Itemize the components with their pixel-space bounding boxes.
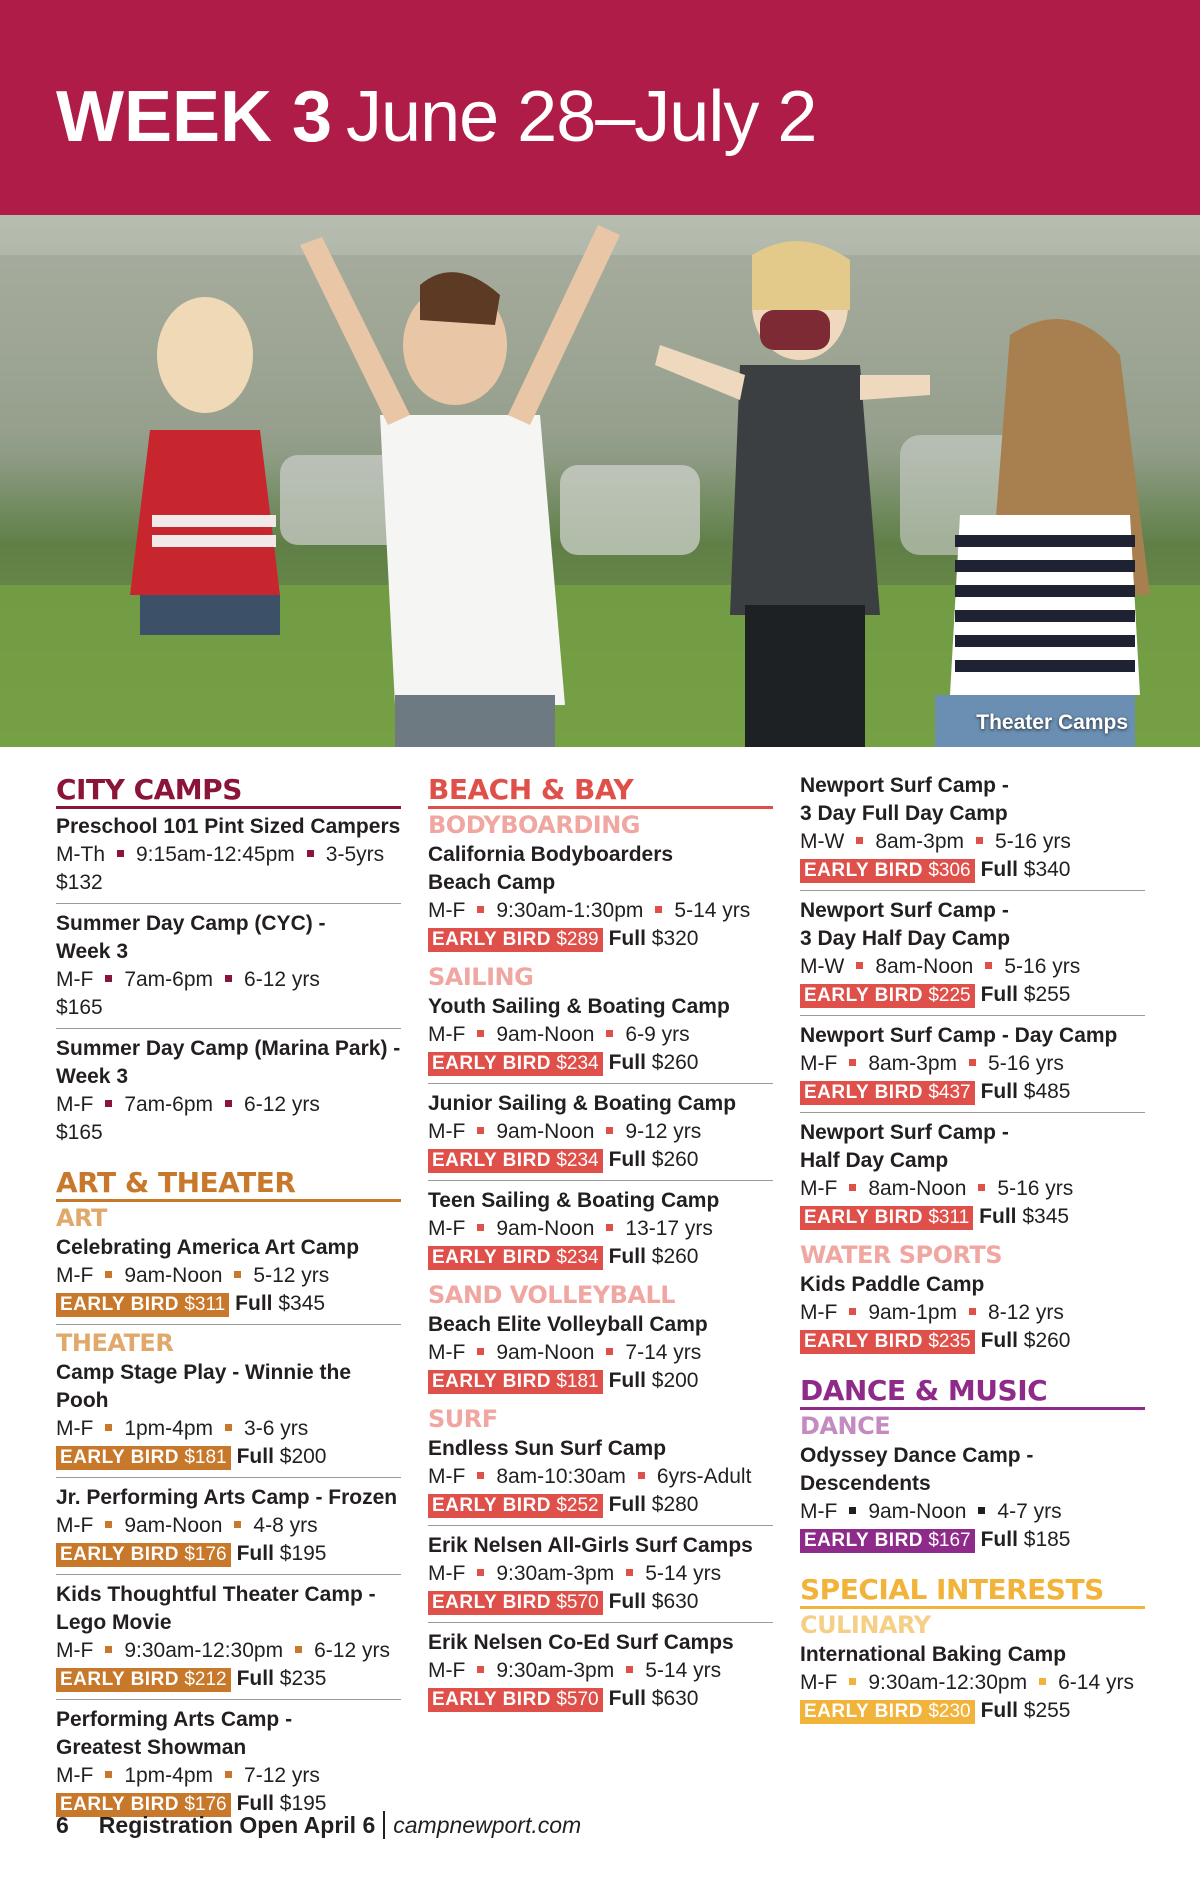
camp-schedule <box>800 1299 1145 1327</box>
bullet-icon <box>978 1507 985 1514</box>
page-title <box>56 72 816 162</box>
column-3 <box>800 770 1145 1735</box>
bullet-icon <box>606 1224 613 1231</box>
camp-listing <box>428 1433 773 1526</box>
bullet-icon <box>638 1472 645 1479</box>
camp-pricing <box>56 1443 401 1471</box>
camp-name: Preschool 101 Pint Sized Campers <box>56 815 401 838</box>
camp-listing <box>800 1020 1145 1113</box>
bullet-icon <box>626 1666 633 1673</box>
camp-ages: 5-12 yrs <box>253 1264 330 1287</box>
bullet-icon <box>477 1348 484 1355</box>
camp-days: M-F <box>428 1217 466 1240</box>
camp-ages: 4-8 yrs <box>253 1514 318 1537</box>
bullet-icon <box>225 1424 232 1431</box>
full-price: Full $260 <box>980 1329 1071 1352</box>
camp-listing <box>800 1639 1145 1731</box>
bullet-icon <box>976 837 983 844</box>
bullet-icon <box>225 1771 232 1778</box>
camp-name-line2: Beach Camp <box>428 871 556 894</box>
camp-ages: 7-14 yrs <box>625 1341 702 1364</box>
subsection-title-surf: SURF <box>428 1405 498 1433</box>
bullet-icon <box>477 1127 484 1134</box>
camp-days: M-F <box>800 1500 838 1523</box>
early-bird-badge: EARLY BIRD $176 <box>56 1543 231 1567</box>
camp-schedule <box>428 1215 773 1243</box>
camp-ages: 9-12 yrs <box>625 1120 702 1143</box>
camp-schedule <box>800 828 1145 856</box>
camp-name: Odyssey Dance Camp - <box>800 1444 1034 1467</box>
week-label: WEEK 3 <box>56 77 333 157</box>
subsection-title-sailing: SAILING <box>428 963 534 991</box>
camp-days: M-F <box>428 1659 466 1682</box>
camp-name: Kids Paddle Camp <box>800 1273 985 1296</box>
camp-name: Youth Sailing & Boating Camp <box>428 995 730 1018</box>
section-title-art-theater: ART & THEATER <box>56 1167 401 1202</box>
bullet-icon <box>477 1224 484 1231</box>
page-footer <box>56 1810 581 1840</box>
camp-time: 9:30am-3pm <box>496 1562 615 1585</box>
camp-schedule <box>428 1560 773 1588</box>
camp-time: 9:30am-3pm <box>496 1659 615 1682</box>
camp-pricing <box>56 1540 401 1568</box>
camp-ages: 4-7 yrs <box>997 1500 1062 1523</box>
full-price: Full $235 <box>236 1667 327 1690</box>
full-price: Full $255 <box>980 1699 1071 1722</box>
camp-name-line2: Pooh <box>56 1389 109 1412</box>
bullet-icon <box>117 850 124 857</box>
camp-schedule <box>428 1339 773 1367</box>
camp-name: Teen Sailing & Boating Camp <box>428 1189 720 1212</box>
full-price: Full $485 <box>980 1080 1071 1103</box>
camp-days: M-F <box>56 1093 94 1116</box>
bullet-icon <box>225 975 232 982</box>
bullet-icon <box>477 1569 484 1576</box>
camp-time: 9am-1pm <box>868 1301 958 1324</box>
camp-days: M-W <box>800 830 845 853</box>
bullet-icon <box>655 906 662 913</box>
camp-name: Erik Nelsen All-Girls Surf Camps <box>428 1534 753 1557</box>
full-price: Full $340 <box>980 858 1071 881</box>
page-header <box>0 0 1200 215</box>
camp-ages: 5-16 yrs <box>1004 955 1081 978</box>
bullet-icon <box>856 837 863 844</box>
camp-name: Endless Sun Surf Camp <box>428 1437 667 1460</box>
week-dates: June 28–July 2 <box>346 77 817 157</box>
camp-time: 1pm-4pm <box>124 1417 214 1440</box>
bullet-icon <box>849 1678 856 1685</box>
camp-name-line2: Lego Movie <box>56 1611 172 1634</box>
camp-days: M-W <box>800 955 845 978</box>
camp-time: 8am-3pm <box>868 1052 958 1075</box>
camp-name-line2: 3 Day Full Day Camp <box>800 802 1008 825</box>
bullet-icon <box>849 1184 856 1191</box>
bullet-icon <box>225 1100 232 1107</box>
camp-name-line2: Half Day Camp <box>800 1149 949 1172</box>
camp-schedule <box>428 1463 773 1491</box>
camp-listing <box>56 1482 401 1575</box>
camp-schedule <box>428 1657 773 1685</box>
camp-schedule <box>800 1175 1145 1203</box>
early-bird-badge: EARLY BIRD $570 <box>428 1591 603 1615</box>
bullet-icon <box>606 1127 613 1134</box>
camp-pricing <box>800 981 1145 1009</box>
bullet-icon <box>105 1271 112 1278</box>
camp-ages: 3-5yrs <box>325 843 385 866</box>
early-bird-badge: EARLY BIRD $167 <box>800 1529 975 1553</box>
subsection-title-water-sports: WATER SPORTS <box>800 1241 1003 1269</box>
camp-listing <box>800 1440 1145 1560</box>
camp-schedule <box>56 1762 401 1790</box>
full-price: Full $320 <box>608 927 699 950</box>
full-price: Full $345 <box>235 1292 326 1315</box>
early-bird-badge: EARLY BIRD $230 <box>800 1700 975 1724</box>
camp-schedule <box>56 1415 401 1443</box>
camp-listing <box>428 1627 773 1719</box>
bullet-icon <box>1039 1678 1046 1685</box>
section-title-special-interests: SPECIAL INTERESTS <box>800 1574 1145 1609</box>
early-bird-badge: EARLY BIRD $252 <box>428 1494 603 1518</box>
early-bird-badge: EARLY BIRD $311 <box>56 1293 229 1317</box>
camp-pricing <box>428 925 773 953</box>
camp-pricing <box>56 1665 401 1693</box>
camp-name: Newport Surf Camp - <box>800 1121 1009 1144</box>
camp-ages: 6-12 yrs <box>244 968 320 991</box>
bullet-icon <box>477 906 484 913</box>
footer-divider <box>383 1811 385 1839</box>
camp-name: Kids Thoughtful Theater Camp - <box>56 1583 376 1606</box>
camp-name: International Baking Camp <box>800 1643 1067 1666</box>
camp-ages: 5-14 yrs <box>674 899 751 922</box>
camp-listing <box>800 1269 1145 1361</box>
camp-pricing <box>428 1243 773 1271</box>
early-bird-badge: EARLY BIRD $235 <box>800 1330 975 1354</box>
bullet-icon <box>477 1666 484 1673</box>
bullet-icon <box>477 1030 484 1037</box>
subsection-title-sand-volleyball: SAND VOLLEYBALL <box>428 1281 676 1309</box>
bullet-icon <box>969 1308 976 1315</box>
full-price: Full $260 <box>608 1051 699 1074</box>
full-price: Full $185 <box>980 1528 1071 1551</box>
camp-listing <box>56 1033 401 1153</box>
camp-listing <box>800 1117 1145 1237</box>
bullet-icon <box>978 1184 985 1191</box>
camp-listing <box>56 811 401 904</box>
camp-time: 9:15am-12:45pm <box>136 843 295 866</box>
bullet-icon <box>234 1521 241 1528</box>
camp-name: Summer Day Camp (Marina Park) - <box>56 1037 401 1060</box>
full-price: Full $630 <box>608 1687 699 1710</box>
camp-schedule <box>428 1021 773 1049</box>
camp-price: $165 <box>56 1121 103 1144</box>
hero-photo-illustration <box>0 215 1200 747</box>
camp-ages: 5-14 yrs <box>645 1562 722 1585</box>
camp-days: M-F <box>428 1341 466 1364</box>
camp-price: $165 <box>56 996 103 1019</box>
camp-time: 9:30am-12:30pm <box>868 1671 1028 1694</box>
camp-time: 1pm-4pm <box>124 1764 214 1787</box>
bullet-icon <box>105 975 112 982</box>
bullet-icon <box>105 1771 112 1778</box>
camp-listing <box>428 1088 773 1181</box>
camp-schedule <box>800 953 1145 981</box>
camp-listing <box>56 908 401 1029</box>
camp-name: Jr. Performing Arts Camp - Frozen <box>56 1486 398 1509</box>
camp-schedule <box>56 841 401 869</box>
bullet-icon <box>849 1059 856 1066</box>
camp-schedule <box>56 966 401 994</box>
camp-name-line2: Week 3 <box>56 940 128 963</box>
camp-listing <box>800 895 1145 1016</box>
camp-name: Erik Nelsen Co-Ed Surf Camps <box>428 1631 734 1654</box>
section-title-city-camps: CITY CAMPS <box>56 774 401 809</box>
early-bird-badge: EARLY BIRD $437 <box>800 1081 975 1105</box>
column-1 <box>56 770 401 1828</box>
camp-listing <box>56 1232 401 1325</box>
camp-days: M-F <box>56 1264 94 1287</box>
bullet-icon <box>856 962 863 969</box>
full-price: Full $200 <box>608 1369 699 1392</box>
camp-ages: 6-12 yrs <box>244 1093 320 1116</box>
subsection-title-dance: DANCE <box>800 1412 891 1440</box>
camp-name: Junior Sailing & Boating Camp <box>428 1092 737 1115</box>
camp-days: M-F <box>428 1562 466 1585</box>
camp-ages: 5-16 yrs <box>997 1177 1074 1200</box>
bullet-icon <box>849 1308 856 1315</box>
camp-ages: 5-16 yrs <box>995 830 1071 853</box>
camp-days: M-F <box>800 1177 838 1200</box>
camp-days: M-F <box>56 1417 94 1440</box>
camp-ages: 3-6 yrs <box>244 1417 309 1440</box>
column-2 <box>428 770 773 1723</box>
bullet-icon <box>969 1059 976 1066</box>
camp-days: M-F <box>800 1052 838 1075</box>
photo-caption: Theater Camps <box>976 711 1128 734</box>
camp-time: 9am-Noon <box>496 1341 595 1364</box>
camp-days: M-F <box>428 1465 466 1488</box>
camp-pricing <box>428 1685 773 1713</box>
early-bird-badge: EARLY BIRD $306 <box>800 859 975 883</box>
camp-pricing <box>428 1367 773 1395</box>
camp-listing <box>56 1579 401 1700</box>
camp-time: 9am-Noon <box>868 1500 967 1523</box>
camp-ages: 5-14 yrs <box>645 1659 722 1682</box>
camp-days: M-F <box>56 968 94 991</box>
camp-time: 9am-Noon <box>496 1120 595 1143</box>
full-price: Full $260 <box>608 1148 699 1171</box>
subsection-title-bodyboarding: BODYBOARDING <box>428 811 640 839</box>
camp-time: 9am-Noon <box>496 1023 595 1046</box>
bullet-icon <box>105 1424 112 1431</box>
full-price: Full $200 <box>236 1445 327 1468</box>
camp-pricing <box>428 1491 773 1519</box>
camp-schedule <box>800 1050 1145 1078</box>
bullet-icon <box>477 1472 484 1479</box>
camp-pricing <box>800 856 1145 884</box>
camp-pricing <box>800 1697 1145 1725</box>
early-bird-badge: EARLY BIRD $234 <box>428 1246 603 1270</box>
camp-time: 7am-6pm <box>124 1093 214 1116</box>
camp-name: Performing Arts Camp - <box>56 1708 293 1731</box>
camp-name: Beach Elite Volleyball Camp <box>428 1313 708 1336</box>
camp-price: $132 <box>56 871 103 894</box>
subsection-title-culinary: CULINARY <box>800 1611 931 1639</box>
camp-time: 9am-Noon <box>124 1514 223 1537</box>
camp-ages: 13-17 yrs <box>625 1217 713 1240</box>
camp-days: M-F <box>428 1120 466 1143</box>
camp-schedule <box>428 897 773 925</box>
camp-name: Newport Surf Camp - <box>800 774 1009 797</box>
camp-days: M-Th <box>56 843 105 866</box>
camp-pricing <box>428 1588 773 1616</box>
camp-ages: 6yrs-Adult <box>656 1465 752 1488</box>
camp-name-line2: Greatest Showman <box>56 1736 247 1759</box>
full-price: Full $280 <box>608 1493 699 1516</box>
camp-time: 8am-Noon <box>868 1177 967 1200</box>
camp-ages: 6-12 yrs <box>314 1639 390 1662</box>
camp-listing <box>428 839 773 959</box>
camp-listing <box>428 1185 773 1277</box>
camp-days: M-F <box>428 1023 466 1046</box>
camp-name: Newport Surf Camp - Day Camp <box>800 1024 1118 1047</box>
camp-pricing <box>428 1146 773 1174</box>
bullet-icon <box>849 1507 856 1514</box>
camp-ages: 5-16 yrs <box>988 1052 1064 1075</box>
camp-pricing <box>56 1290 401 1318</box>
camp-time: 9am-Noon <box>496 1217 595 1240</box>
early-bird-badge: EARLY BIRD $181 <box>56 1446 231 1470</box>
camp-name-line2: 3 Day Half Day Camp <box>800 927 1011 950</box>
early-bird-badge: EARLY BIRD $176 <box>56 1793 231 1817</box>
early-bird-badge: EARLY BIRD $311 <box>800 1206 973 1230</box>
camp-time: 7am-6pm <box>124 968 214 991</box>
camp-days: M-F <box>428 899 466 922</box>
camp-listing <box>56 1704 401 1824</box>
early-bird-badge: EARLY BIRD $225 <box>800 984 975 1008</box>
camp-name-line2: Week 3 <box>56 1065 128 1088</box>
hero-photo <box>0 215 1200 747</box>
full-price: Full $260 <box>608 1245 699 1268</box>
website-link[interactable]: campnewport.com <box>393 1812 582 1838</box>
camp-schedule <box>56 1262 401 1290</box>
camp-time: 8am-3pm <box>875 830 965 853</box>
camp-schedule <box>800 1669 1145 1697</box>
camp-pricing <box>800 1327 1145 1355</box>
registration-notice: Registration Open April 6 <box>98 1812 376 1838</box>
camp-days: M-F <box>800 1671 838 1694</box>
camp-time: 8am-Noon <box>875 955 974 978</box>
camp-time: 9:30am-12:30pm <box>124 1639 284 1662</box>
early-bird-badge: EARLY BIRD $570 <box>428 1688 603 1712</box>
early-bird-badge: EARLY BIRD $234 <box>428 1052 603 1076</box>
camp-listing <box>428 991 773 1084</box>
camp-name: Camp Stage Play - Winnie the <box>56 1361 352 1384</box>
early-bird-badge: EARLY BIRD $289 <box>428 928 603 952</box>
camp-name-line2: Descendents <box>800 1472 931 1495</box>
camp-pricing <box>800 1078 1145 1106</box>
bullet-icon <box>105 1100 112 1107</box>
camp-time: 9am-Noon <box>124 1264 223 1287</box>
camp-listing <box>800 770 1145 891</box>
camp-ages: 8-12 yrs <box>988 1301 1064 1324</box>
camp-days: M-F <box>56 1764 94 1787</box>
camp-schedule <box>56 1512 401 1540</box>
bullet-icon <box>307 850 314 857</box>
camp-schedule <box>56 1637 401 1665</box>
bullet-icon <box>606 1348 613 1355</box>
camp-ages: 7-12 yrs <box>244 1764 320 1787</box>
bullet-icon <box>234 1271 241 1278</box>
page-number: 6 <box>56 1812 69 1838</box>
camp-schedule <box>800 1498 1145 1526</box>
camp-ages: 6-14 yrs <box>1058 1671 1134 1694</box>
camp-pricing <box>800 1526 1145 1554</box>
camp-ages: 6-9 yrs <box>625 1023 690 1046</box>
bullet-icon <box>105 1646 112 1653</box>
bullet-icon <box>606 1030 613 1037</box>
camp-name: Newport Surf Camp - <box>800 899 1009 922</box>
camp-listing <box>428 1309 773 1401</box>
section-title-dance-music: DANCE & MUSIC <box>800 1375 1145 1410</box>
camp-name: Summer Day Camp (CYC) - <box>56 912 326 935</box>
camp-name: California Bodyboarders <box>428 843 674 866</box>
full-price: Full $630 <box>608 1590 699 1613</box>
camp-days: M-F <box>56 1514 94 1537</box>
camp-time: 8am-10:30am <box>496 1465 626 1488</box>
camp-name: Celebrating America Art Camp <box>56 1236 360 1259</box>
camp-schedule <box>428 1118 773 1146</box>
camp-pricing <box>428 1049 773 1077</box>
subsection-title-theater: THEATER <box>56 1329 174 1357</box>
full-price: Full $345 <box>979 1205 1070 1228</box>
camp-days: M-F <box>800 1301 838 1324</box>
subsection-title-art: ART <box>56 1204 107 1232</box>
full-price: Full $255 <box>980 983 1071 1006</box>
camp-listing <box>428 1530 773 1623</box>
section-title-beach-bay: BEACH & BAY <box>428 774 773 809</box>
camp-time: 9:30am-1:30pm <box>496 899 644 922</box>
camp-pricing <box>800 1203 1145 1231</box>
full-price: Full $195 <box>236 1542 327 1565</box>
bullet-icon <box>985 962 992 969</box>
full-price: Full $195 <box>236 1792 327 1815</box>
early-bird-badge: EARLY BIRD $212 <box>56 1668 231 1692</box>
bullet-icon <box>295 1646 302 1653</box>
bullet-icon <box>105 1521 112 1528</box>
camp-schedule <box>56 1091 401 1119</box>
early-bird-badge: EARLY BIRD $181 <box>428 1370 603 1394</box>
bullet-icon <box>626 1569 633 1576</box>
camp-listing <box>56 1357 401 1478</box>
early-bird-badge: EARLY BIRD $234 <box>428 1149 603 1173</box>
camp-days: M-F <box>56 1639 94 1662</box>
